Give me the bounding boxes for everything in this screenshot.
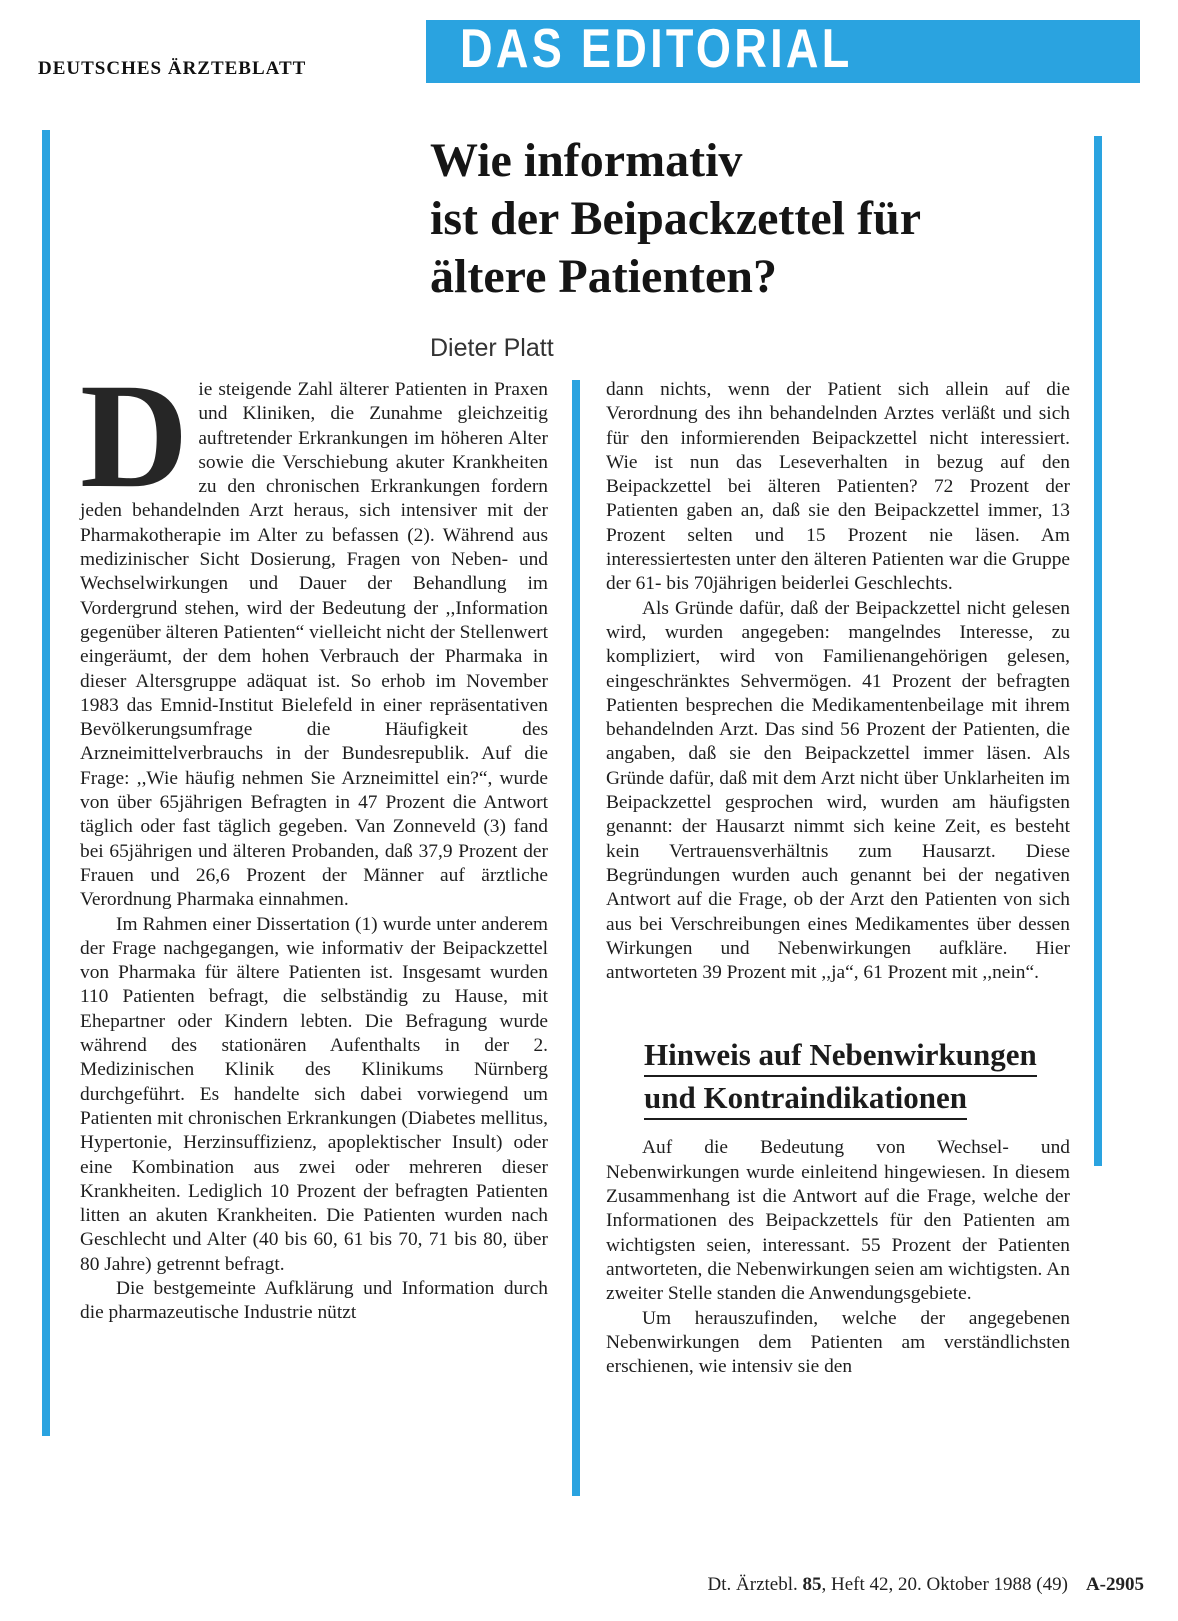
- section-heading-line-1: Hinweis auf Nebenwirkungen: [644, 1037, 1037, 1077]
- paragraph: Die bestgemeinte Aufklärung und Information durch die pharmazeutische Industrie nützt: [80, 1277, 548, 1324]
- column-left: [80, 353, 548, 1326]
- editorial-banner-label: DAS EDITORIAL: [460, 17, 853, 79]
- middle-accent-bar: [572, 380, 580, 1496]
- title-line-1: Wie informativ: [430, 134, 743, 187]
- paragraph: [80, 353, 548, 913]
- paragraph: Im Rahmen einer Dissertation (1) wurde unter anderem der Frage nachgegangen, wie informativ der Beipackzettel von Pharmaka für ältere Patienten ist. Insgesamt wurden 110 Patienten befragt, die selbständig zu Hause, mit Ehepartner oder Kindern lebten. Die Befragung wurde während des stationären Aufenthalts in der 2. Medizinischen Klinik des Klinikums Nürnberg durchgeführt. Es handelte sich dabei vorwiegend um Patienten mit chronischen Erkrankungen (Diabetes mellitus, Hypertonie, Herzinsuffizienz, apoplektischer Insult) oder eine Kombination aus zwei oder mehreren dieser Krankheiten. Lediglich 10 Prozent der befragten Patienten litten an akuten Krankheiten. Die Patienten wurden nach Geschlecht und Alter (40 bis 60, 61 bis 70, 71 bis 80, über 80 Jahre) getrennt befragt.: [80, 913, 548, 1275]
- paragraph: Um herauszufinden, welche der angegebenen Nebenwirkungen dem Patienten am verständlichsten erschienen, wie intensiv sie den: [606, 1307, 1070, 1378]
- paragraph-text: ie steigende Zahl älterer Patienten in Praxen und Kliniken, die Zunahme gleichzeitig auftretender Erkrankungen im höheren Alter sowie die Verschiebung akuter Krankheiten zu den chronischen Erkrankungen fordern jeden behandelnden Arzt heraus, sich intensiver mit der Pharmakotherapie im Alter zu befassen (2). Während aus medizinischer Sicht Dosierung, Fragen von Neben- und Wechselwirkungen und Dauer der Behandlung im Vordergrund stehen, wird der Bedeutung der ,,Information gegenüber älteren Patienten“ vielleicht nicht der Stellenwert eingeräumt, der dem hohen Verbrauch der Pharmaka in dieser Altersgruppe adäquat ist. So erhob im November 1983 das Emnid-Institut Bielefeld in einer repräsentativen Bevölkerungsumfrage die Häufigkeit des Arzneimittelverbrauchs in der Bundesrepublik. Auf die Frage: ,,Wie häufig nehmen Sie Arzneimittel ein?“, wurde von über 65jährigen Befragten in 47 Prozent die Antwort täglich oder fast täglich gegeben. Van Zonneveld (3) fand bei 65jährigen und älteren Probanden, daß 37,9 Prozent der Frauen und 26,6 Prozent der Männer auf ärztliche Verordnung Pharmaka einnahmen.: [80, 379, 548, 911]
- section-heading-line-2: und Kontraindikationen: [644, 1080, 967, 1120]
- footer-issue-date: , Heft 42, 20. Oktober 1988 (49): [821, 1574, 1068, 1595]
- article-title: [430, 132, 1130, 306]
- title-line-3: ältere Patienten?: [430, 250, 777, 303]
- section-heading: [644, 1037, 1070, 1120]
- paragraph: Auf die Bedeutung von Wechsel- und Nebenwirkungen wurde einleitend hingewiesen. In diesem Zusammenhang ist die Antwort auf die Frage, welche der Informationen des Beipackzettels für den Patienten am wichtigsten seien, interessant. 55 Prozent der Patienten antworteten, die Nebenwirkungen seien am wichtigsten. An zweiter Stelle standen die Anwendungsgebiete.: [606, 1137, 1070, 1305]
- drop-cap: D: [80, 353, 189, 519]
- left-accent-bar: [42, 130, 50, 1436]
- footer-page-number: A-2905: [1085, 1574, 1144, 1595]
- footer-journal: Dt. Ärztebl.: [707, 1574, 798, 1595]
- column-right: [606, 378, 1070, 1379]
- masthead: DEUTSCHES ÄRZTEBLATT: [38, 58, 307, 79]
- footer-volume: 85: [802, 1574, 822, 1595]
- paragraph: dann nichts, wenn der Patient sich allein auf die Verordnung des ihn behandelnden Arztes verläßt und sich für den informierenden Beipackzettel nicht interessiert. Wie ist nun das Leseverhalten in bezug auf den Beipackzettel bei älteren Patienten? 72 Prozent der Patienten gaben an, daß sie den Beipackzettel immer, 13 Prozent selten und 15 Prozent nie läsen. Am interessiertesten unter den älteren Patienten war die Gruppe der 61- bis 70jährigen beiderlei Geschlechts.: [606, 379, 1070, 595]
- page-footer: [560, 1574, 1144, 1596]
- paragraph: Als Gründe dafür, daß der Beipackzettel nicht gelesen wird, wurden angegeben: mangelndes Interesse, zu kompliziert, wird von Familienangehörigen gelesen, eingeschränktes Sehvermögen. 41 Prozent der befragten Patienten besprechen die Medikamentenbeilage mit ihrem behandelnden Arzt. Das sind 56 Prozent der Patienten, die angaben, daß sie den Beipackzettel immer läsen. Als Gründe dafür, daß mit dem Arzt nicht über Unklarheiten im Beipackzettel gesprochen wird, wurden am häufigsten genannt: der Hausarzt nimmt sich keine Zeit, es besteht kein Vertrauensverhältnis zum Hausarzt. Diese Begründungen wurden auch genannt bei der negativen Antwort auf die Frage, ob der Arzt den Patienten von sich aus bei Verschreibungen eines Medikamentes über dessen Wirkungen und Nebenwirkungen aufkläre. Hier antworteten 39 Prozent mit ,,ja“, 61 Prozent mit ,,nein“.: [606, 597, 1070, 984]
- author-name: Dieter Platt: [430, 334, 554, 362]
- title-line-2: ist der Beipackzettel für: [430, 192, 921, 245]
